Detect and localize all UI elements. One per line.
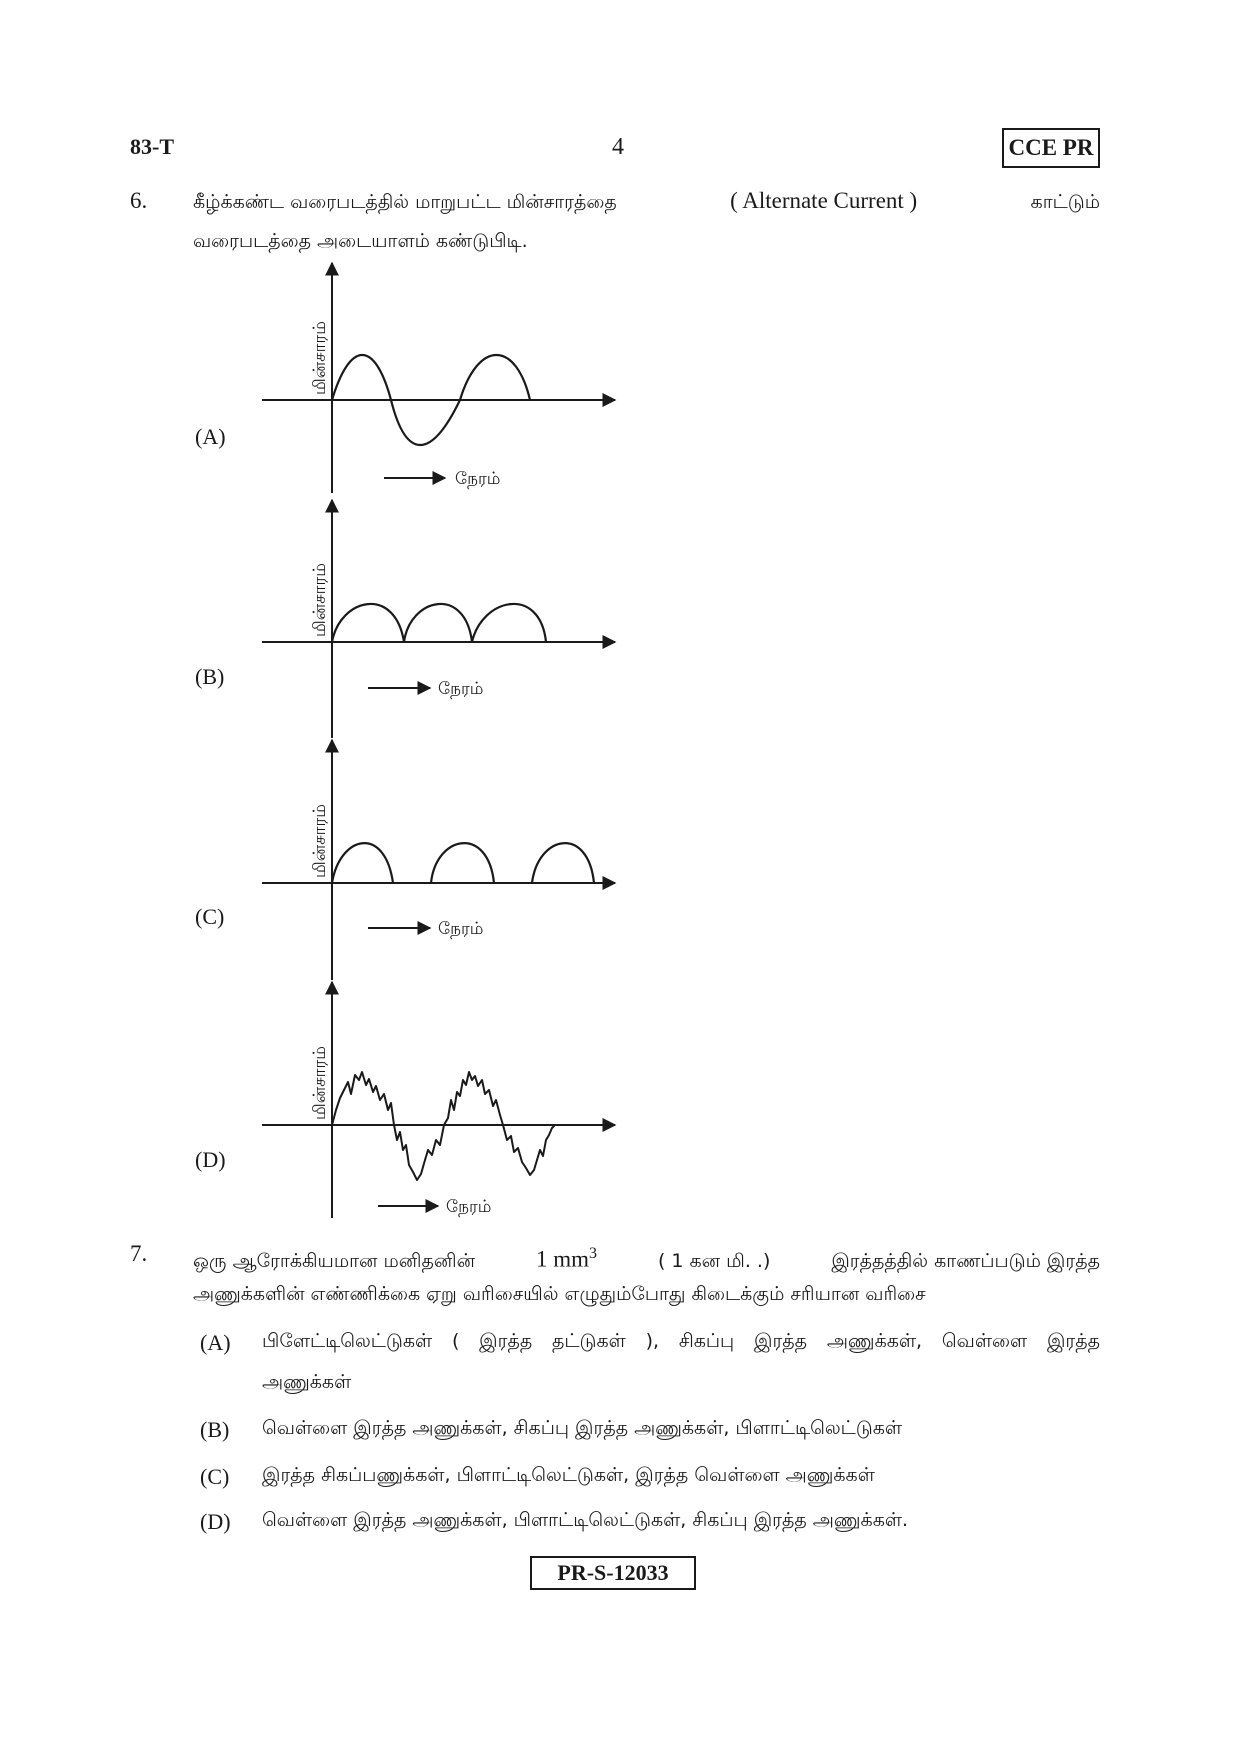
q7-option-a-label: (A) bbox=[200, 1330, 231, 1355]
unit-exponent: 3 bbox=[589, 1245, 598, 1262]
q7-option-a-line1: பிளேட்டிலெட்டுகள் ( இரத்த தட்டுகள் ), சிகப்பு இரத்த அணுக்கள், வெள்ளை இரத்த bbox=[262, 1330, 1100, 1352]
paper-code: 83-T bbox=[130, 134, 174, 159]
q7-option-a-line2: அணுக்கள் bbox=[262, 1371, 352, 1393]
question-7-text-b: இரத்தத்தில் காணப்படும் இரத்த bbox=[831, 1249, 1100, 1272]
graph-b-label: (B) bbox=[195, 664, 225, 689]
question-6-number: 6. bbox=[130, 188, 148, 213]
graph-a-y-label: மின்சாரம் bbox=[310, 321, 330, 395]
graph-b-x-label: நேரம் bbox=[438, 679, 484, 699]
graph-c-y-label: மின்சாரம் bbox=[310, 804, 330, 878]
question-7-number: 7. bbox=[130, 1241, 148, 1266]
q7-option-b-label: (B) bbox=[200, 1417, 230, 1442]
unit-value: 1 mm bbox=[536, 1246, 590, 1272]
graph-d-y-label: மின்சாரம் bbox=[310, 1046, 330, 1120]
question-7-line2: அணுக்களின் எண்ணிக்கை ஏறு வரிசையில் எழுதும்போது கிடைக்கும் சரியான வரிசை bbox=[193, 1283, 926, 1305]
graph-a-label: (A) bbox=[195, 424, 226, 449]
footer-code-box: PR-S-12033 bbox=[530, 1556, 696, 1590]
graph-d-label: (D) bbox=[195, 1147, 226, 1172]
question-6-english: ( Alternate Current ) bbox=[730, 188, 918, 213]
q7-option-c-text: இரத்த சிகப்பணுக்கள், பிளாட்டிலெட்டுகள், இரத்த வெள்ளை அணுக்கள் bbox=[262, 1464, 875, 1486]
graph-c-label: (C) bbox=[195, 904, 225, 929]
series-box: CCE PR bbox=[1002, 128, 1100, 168]
question-7-unit bbox=[536, 1233, 597, 1280]
page-number: 4 bbox=[612, 134, 624, 160]
question-6-text-part1: கீழ்க்கண்ட வரைபடத்தில் மாறுபட்ட மின்சாரத்தை bbox=[193, 191, 617, 213]
graph-d-x-label: நேரம் bbox=[446, 1197, 492, 1217]
graph-b-y-label: மின்சாரம் bbox=[310, 563, 330, 637]
question-6-text-part2: காட்டும் bbox=[1030, 191, 1100, 213]
q7-option-d-label: (D) bbox=[200, 1509, 231, 1534]
question-7-unit-tamil: ( 1 கன மி. .) bbox=[657, 1249, 771, 1272]
graph-c-x-label: நேரம் bbox=[438, 919, 484, 939]
question-6-line2: வரைபடத்தை அடையாளம் கண்டுபிடி. bbox=[193, 230, 528, 252]
graph-a-x-label: நேரம் bbox=[455, 469, 501, 489]
q7-option-b-text: வெள்ளை இரத்த அணுக்கள், சிகப்பு இரத்த அணுக்கள், பிளாட்டிலெட்டுகள் bbox=[262, 1417, 903, 1439]
q7-option-c-label: (C) bbox=[200, 1464, 230, 1489]
q7-option-d-text: வெள்ளை இரத்த அணுக்கள், பிளாட்டிலெட்டுகள், சிகப்பு இரத்த அணுக்கள். bbox=[262, 1509, 909, 1531]
question-7-text-a: ஒரு ஆரோக்கியமான மனிதனின் bbox=[193, 1249, 476, 1272]
